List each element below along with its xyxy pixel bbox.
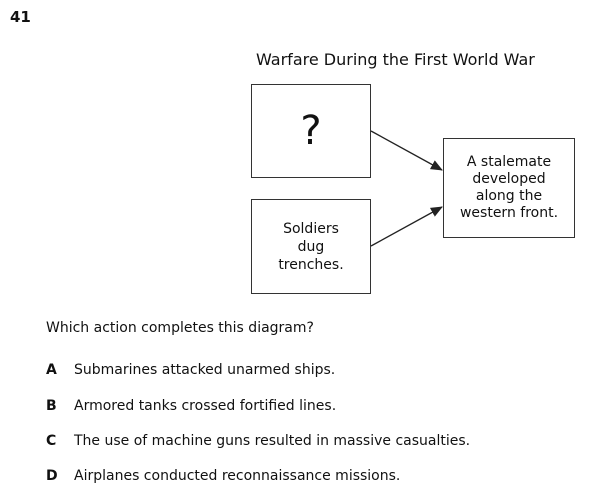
choice-a-letter: A: [46, 362, 57, 378]
choice-c-text: The use of machine guns resulted in massive casualties.: [74, 433, 471, 449]
unknown-cause-label: ?: [300, 108, 322, 154]
stalemate-result-label: A stalemate developed along the western front.: [459, 154, 559, 221]
choice-a-text: Submarines attacked unarmed ships.: [74, 362, 336, 378]
question-number: 41: [10, 8, 31, 26]
choice-c[interactable]: [46, 433, 470, 449]
choice-b[interactable]: [46, 398, 336, 414]
choice-d-text: Airplanes conducted reconnaissance missions.: [74, 468, 401, 484]
unknown-cause-box: [251, 84, 371, 178]
choice-c-letter: C: [46, 433, 57, 449]
trenches-cause-label: Soldiers dug trenches.: [278, 220, 344, 273]
question-prompt: Which action completes this diagram?: [46, 320, 314, 336]
choice-b-letter: B: [46, 398, 57, 414]
diagram-title: Warfare During the First World War: [256, 50, 535, 69]
choice-b-text: Armored tanks crossed fortified lines.: [74, 398, 337, 414]
arrow-from-unknown: [371, 131, 442, 170]
choice-d-letter: D: [46, 468, 58, 484]
trenches-cause-box: [251, 199, 371, 294]
choice-a[interactable]: [46, 362, 335, 378]
choice-d[interactable]: [46, 468, 400, 484]
arrow-from-trenches: [371, 207, 442, 246]
stalemate-result-box: [443, 138, 575, 238]
